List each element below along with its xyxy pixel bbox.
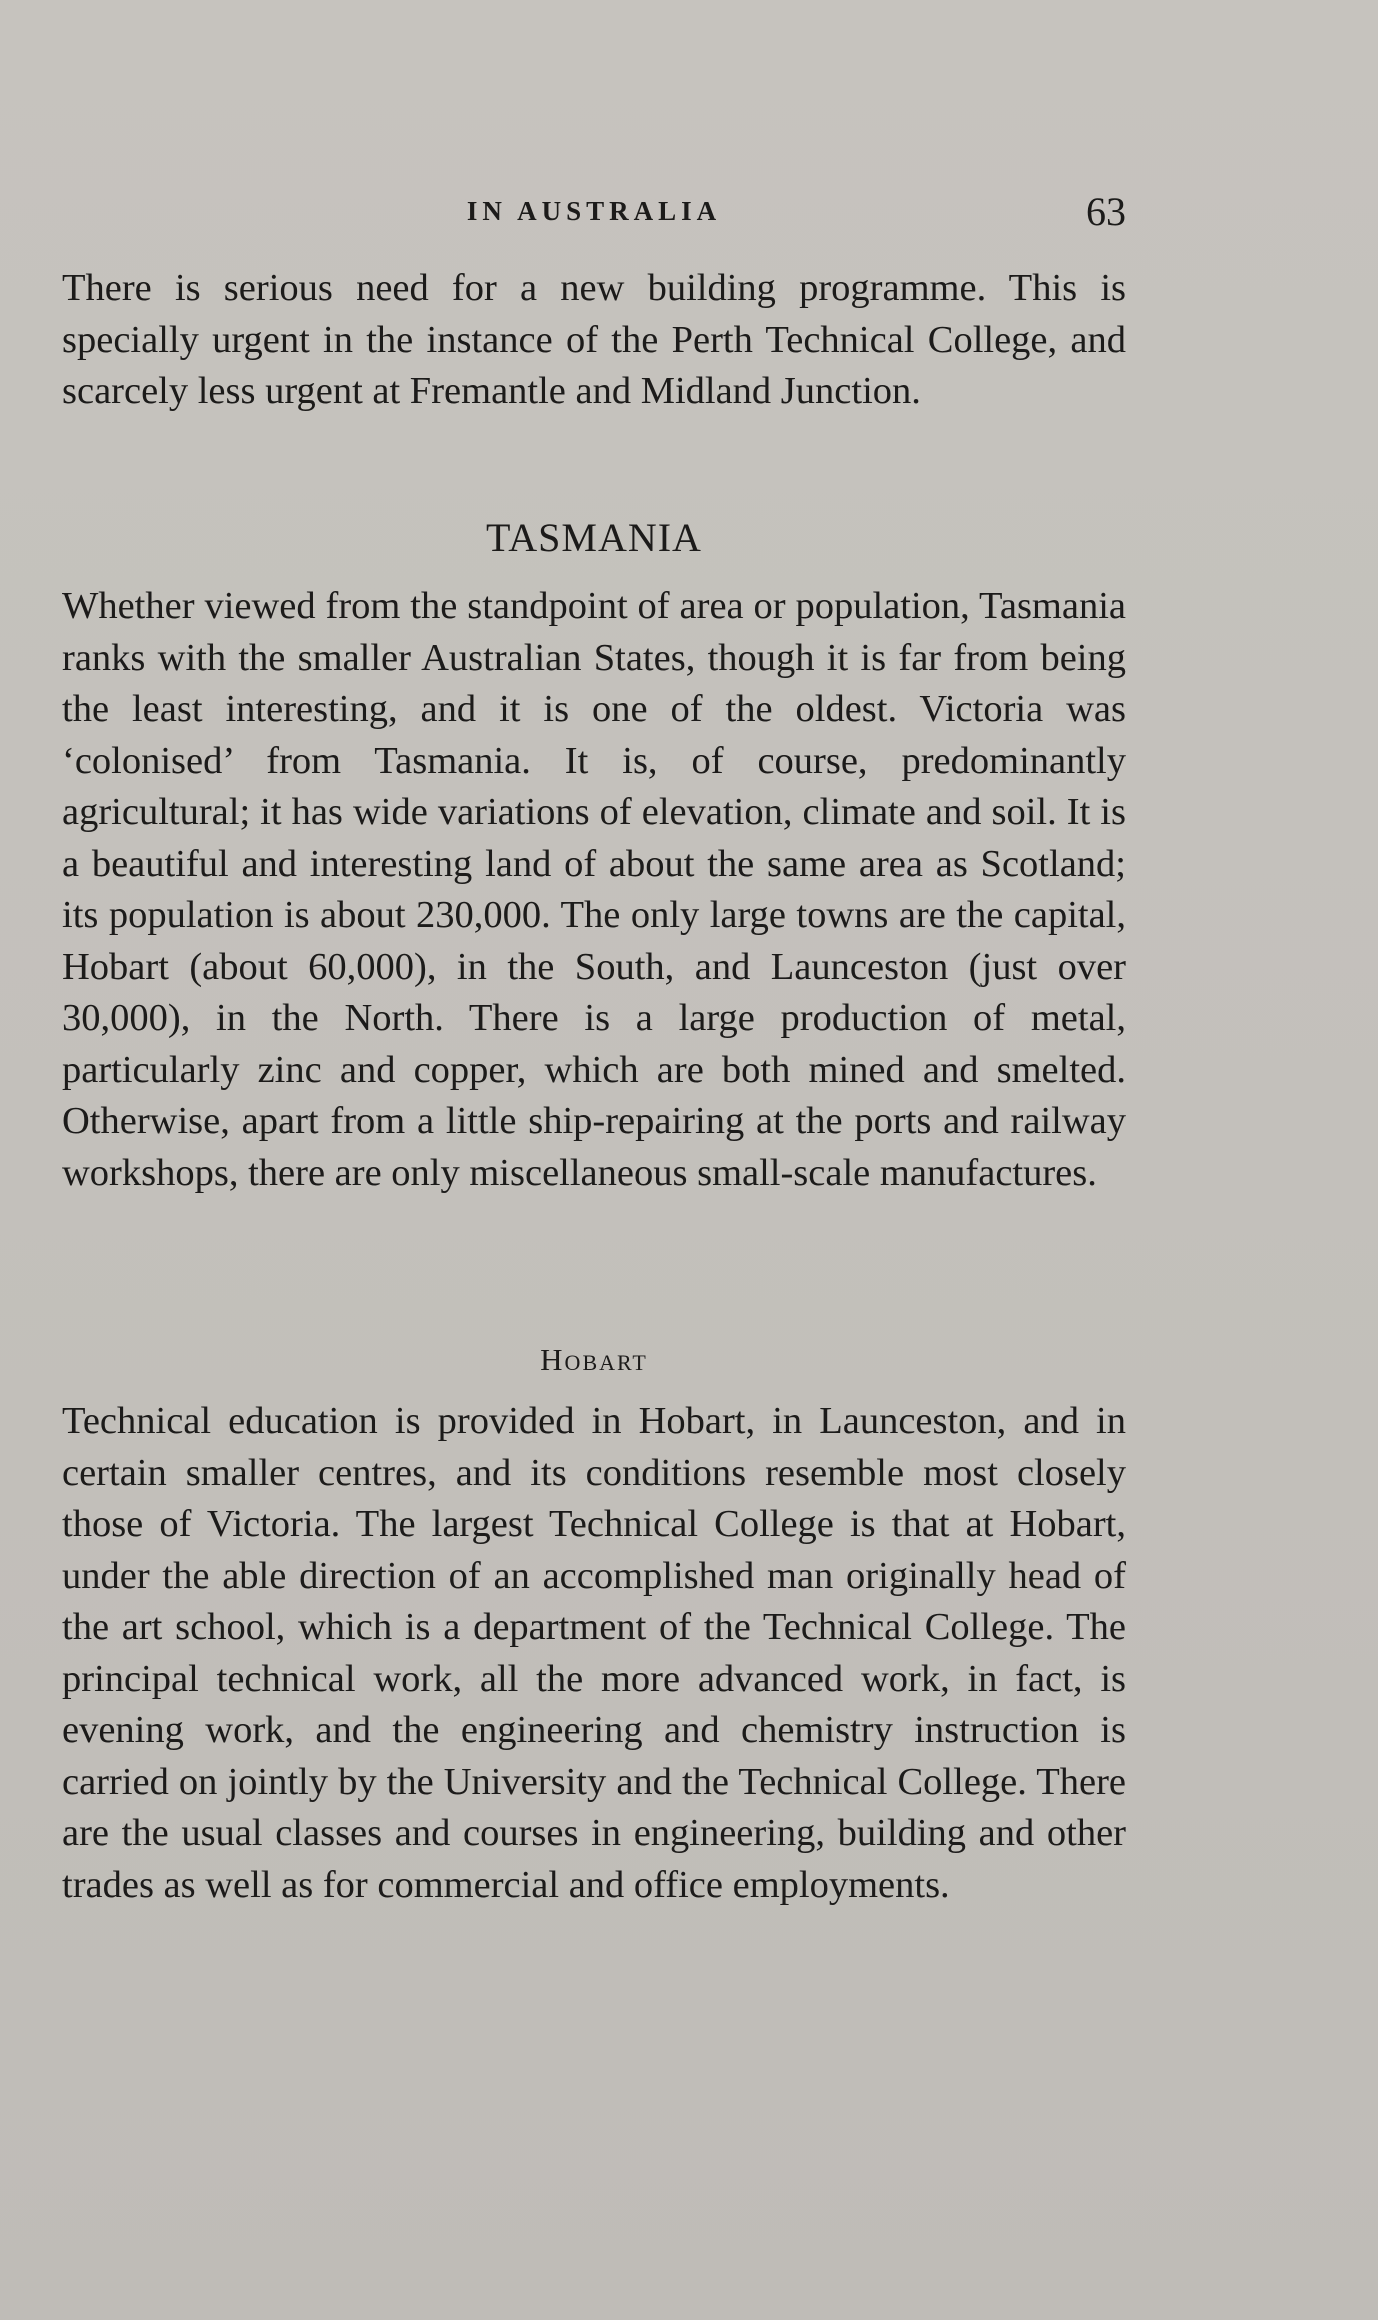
running-header <box>62 188 1126 238</box>
paragraph-tasmania: Whether viewed from the standpoint of area or population, Tasmania ranks with the smaller Australian States, though it is far from being the least interesting, and it is one of the oldest. Victoria was ‘colonised’ from Tasmania. It is, of course, predominantly agricultural; it has wide variations of elevation, climate and soil. It is a beautiful and interesting land of about the same area as Scotland; its population is about 230,000. The only large towns are the capital, Hobart (about 60,000), in the South, and Launceston (just over 30,000), in the North. There is a large production of metal, particularly zinc and copper, which are both mined and smelted. Otherwise, apart from a little ship-repairing at the ports and railway workshops, there are only miscellaneous small-scale manufactures. <box>62 585 1126 1194</box>
running-title: IN AUSTRALIA <box>466 196 722 226</box>
section-heading-tasmania: TASMANIA <box>486 515 702 560</box>
paragraph-building-programme: There is serious need for a new building programme. This is specially urgent in the instance of the Perth Technical College, and scarcely less urgent at Fremantle and Midland Junction. <box>62 267 1126 412</box>
page-number: 63 <box>1086 189 1126 234</box>
paragraph-hobart: Technical education is provided in Hobart, in Launceston, and in certain smaller centres, and its conditions resemble most closely those of Victoria. The largest Technical College is that at Hobart, under the able direction of an accomplished man originally head of the art school, which is a department of the Technical College. The principal technical work, all the more advanced work, in fact, is evening work, and the engineering and chemistry instruction is carried on jointly by the University and the Technical College. There are the usual classes and courses in engineering, building and other trades as well as for commercial and office employments. <box>62 1400 1126 1906</box>
subsection-heading-hobart: Hobart <box>540 1342 648 1377</box>
